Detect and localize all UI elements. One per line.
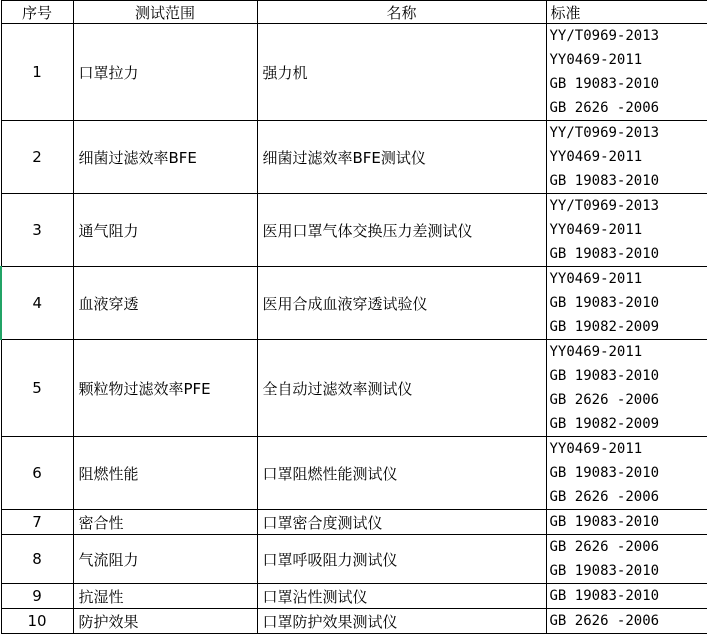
row-standards [546,340,707,437]
row-name: 口罩阻燃性能测试仪 [257,437,546,510]
row-name: 强力机 [257,24,546,121]
row-name: 医用合成血液穿透试验仪 [257,267,546,340]
standard-line: GB 2626 -2006 [550,609,707,633]
row-index: 4 [1,267,73,340]
standard-line: GB 19082-2009 [550,315,707,339]
table-row [1,584,707,609]
row-range: 密合性 [73,510,257,535]
row-index: 2 [1,121,73,194]
header-index: 序号 [1,1,73,24]
standard-line: GB 19083-2010 [550,72,707,96]
standard-line: GB 2626 -2006 [550,96,707,120]
row-name: 口罩密合度测试仪 [257,510,546,535]
table-row [1,340,707,437]
standard-line: GB 2626 -2006 [550,485,707,509]
row-standards [546,535,707,584]
standard-line: GB 19083-2010 [550,584,707,608]
standard-line: GB 19083-2010 [550,242,707,266]
standard-line: GB 19082-2009 [550,412,707,436]
row-range: 阻燃性能 [73,437,257,510]
row-range: 血液穿透 [73,267,257,340]
row-name: 全自动过滤效率测试仪 [257,340,546,437]
row-index: 9 [1,584,73,609]
standard-line: GB 19083-2010 [550,169,707,193]
row-standards [546,609,707,634]
row-standards [546,24,707,121]
standard-line: YY0469-2011 [550,267,707,291]
row-name: 口罩沾性测试仪 [257,584,546,609]
row-name: 医用口罩气体交换压力差测试仪 [257,194,546,267]
table-row [1,510,707,535]
header-range: 测试范围 [73,1,257,24]
row-range: 口罩拉力 [73,24,257,121]
standard-line: GB 2626 -2006 [550,388,707,412]
row-index: 5 [1,340,73,437]
row-range: 气流阻力 [73,535,257,584]
row-name: 口罩防护效果测试仪 [257,609,546,634]
row-index: 8 [1,535,73,584]
row-standards [546,510,707,535]
table-row [1,24,707,121]
table-row [1,121,707,194]
table-row [1,535,707,584]
row-index: 1 [1,24,73,121]
row-range: 通气阻力 [73,194,257,267]
standard-line: GB 19083-2010 [550,461,707,485]
standard-line: YY0469-2011 [550,48,707,72]
standard-line: YY/T0969-2013 [550,121,707,145]
standard-line: YY/T0969-2013 [550,194,707,218]
row-standards [546,437,707,510]
standard-line: YY0469-2011 [550,218,707,242]
row-standards [546,121,707,194]
standard-line: GB 19083-2010 [550,559,707,583]
header-name: 名称 [257,1,546,24]
row-range: 抗湿性 [73,584,257,609]
table-body [1,24,707,634]
row-index: 10 [1,609,73,634]
table-row [1,437,707,510]
standard-line: YY0469-2011 [550,437,707,461]
standard-line: GB 19083-2010 [550,364,707,388]
standard-line: GB 19083-2010 [550,291,707,315]
row-standards [546,267,707,340]
row-range: 细菌过滤效率BFE [73,121,257,194]
row-standards [546,194,707,267]
standard-line: GB 2626 -2006 [550,535,707,559]
table-row [1,609,707,634]
standard-line: YY/T0969-2013 [550,24,707,48]
row-standards [546,584,707,609]
row-index: 6 [1,437,73,510]
standard-line: YY0469-2011 [550,145,707,169]
row-range: 防护效果 [73,609,257,634]
standard-line: YY0469-2011 [550,340,707,364]
row-index: 7 [1,510,73,535]
row-name: 细菌过滤效率BFE测试仪 [257,121,546,194]
header-row [1,1,707,24]
row-index: 3 [1,194,73,267]
row-range: 颗粒物过滤效率PFE [73,340,257,437]
row-name: 口罩呼吸阻力测试仪 [257,535,546,584]
standard-line: GB 19083-2010 [550,510,707,534]
header-standard: 标准 [546,1,707,24]
table-row [1,194,707,267]
table-row [1,267,707,340]
